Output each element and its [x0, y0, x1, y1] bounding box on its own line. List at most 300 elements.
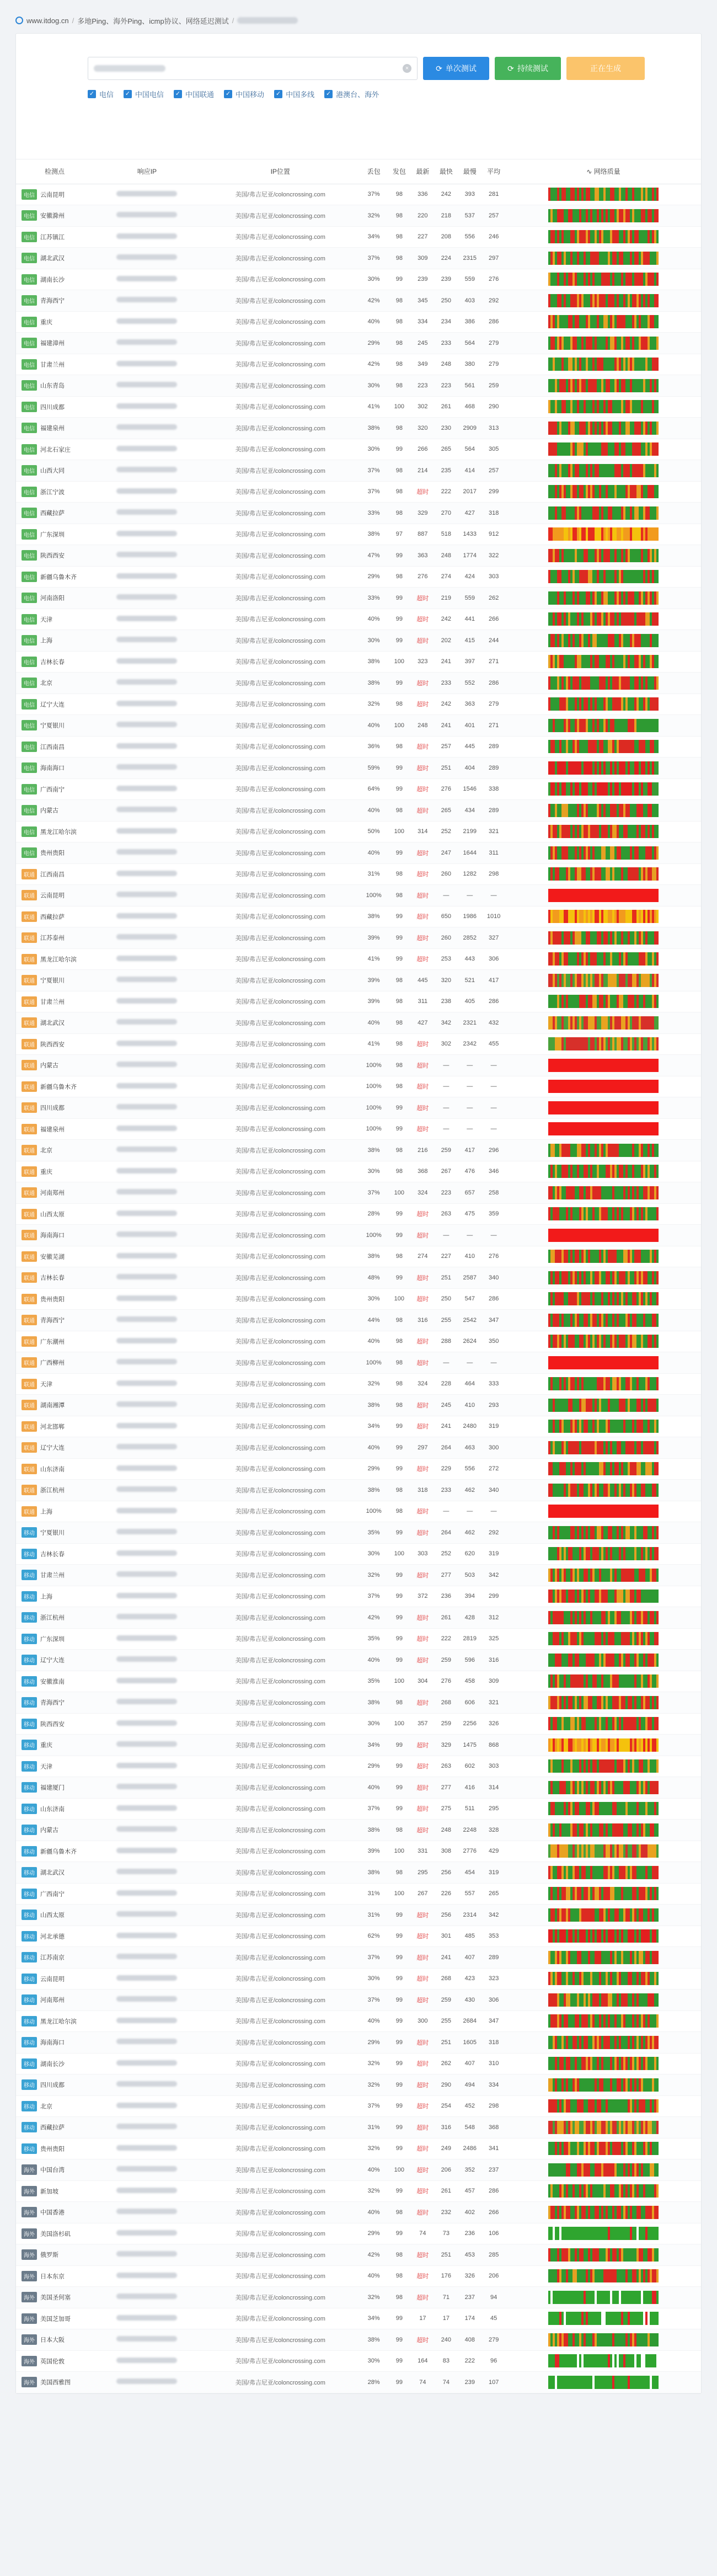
- table-row: [16, 2117, 701, 2138]
- host-input-box[interactable]: [88, 57, 418, 80]
- avg-cell: 417: [488, 977, 499, 984]
- node-cell: [16, 1161, 93, 1182]
- sent-cell: 98: [395, 1062, 403, 1069]
- table-row: [16, 1246, 701, 1267]
- last-cell: 74: [419, 2378, 426, 2386]
- loss-cell: 34%: [367, 1423, 380, 1430]
- avg-cell: 286: [488, 318, 499, 326]
- response-ip-blurred: [116, 1444, 177, 1449]
- response-ip-blurred: [116, 297, 177, 302]
- last-cell: 216: [418, 1146, 428, 1154]
- sent-cell: 99: [395, 1423, 403, 1430]
- avg-cell: 314: [488, 1784, 499, 1791]
- ip-location-cell: 美国/弗吉尼亚/coloncrossing.com: [235, 467, 325, 474]
- ip-location-cell: 美国/弗吉尼亚/coloncrossing.com: [235, 276, 325, 284]
- network-quality-cell: [506, 396, 701, 418]
- single-test-button[interactable]: [423, 57, 489, 80]
- isp-badge: 移动: [22, 2016, 37, 2026]
- node-cell: [16, 778, 93, 800]
- node-name: 西藏拉萨: [40, 2124, 65, 2131]
- ip-location-cell: 美国/弗吉尼亚/coloncrossing.com: [235, 1614, 325, 1622]
- response-ip-cell: [93, 226, 201, 248]
- network-quality-cell: [506, 1692, 701, 1714]
- node-name: 云南昆明: [40, 191, 65, 199]
- table-row: [16, 2180, 701, 2202]
- avg-cell: —: [490, 1104, 497, 1111]
- min-cell: 245: [441, 1401, 452, 1409]
- checkbox-check-icon[interactable]: ✓: [88, 90, 96, 98]
- isp-badge: 联通: [22, 1017, 37, 1028]
- response-ip-cell: [93, 545, 201, 567]
- last-cell: 336: [418, 191, 428, 198]
- ip-location-cell: 美国/弗吉尼亚/coloncrossing.com: [235, 297, 325, 305]
- network-quality-bar: [548, 974, 659, 987]
- ip-location-cell: 美国/弗吉尼亚/coloncrossing.com: [235, 914, 325, 921]
- column-header: 丢包: [360, 159, 388, 184]
- min-cell: 242: [441, 616, 452, 623]
- max-cell: 1546: [463, 786, 477, 793]
- node-name: 宁夏银川: [40, 1529, 65, 1537]
- loss-cell: 29%: [367, 573, 380, 580]
- network-quality-bar: [548, 549, 659, 562]
- last-cell: 超时: [416, 616, 429, 623]
- response-ip-cell: [93, 588, 201, 609]
- max-cell: 404: [464, 764, 475, 771]
- avg-cell: 266: [488, 2209, 499, 2216]
- isp-badge: 联通: [22, 1464, 37, 1474]
- network-quality-bar: [548, 740, 659, 753]
- avg-cell: 289: [488, 807, 499, 814]
- table-row: [16, 1182, 701, 1204]
- sent-cell: 99: [395, 637, 403, 644]
- isp-badge: 电信: [22, 805, 37, 815]
- node-name: 吉林长春: [40, 659, 65, 666]
- node-name: 江苏南京: [40, 1954, 65, 1961]
- response-ip-cell: [93, 1310, 201, 1331]
- loss-cell: 38%: [367, 531, 380, 538]
- column-header: ∿ 网络质量: [506, 159, 701, 184]
- last-cell: 323: [418, 658, 428, 665]
- max-cell: 430: [464, 1996, 475, 2003]
- network-quality-bar: [548, 2312, 659, 2325]
- response-ip-blurred: [116, 1041, 177, 1046]
- sent-cell: 98: [395, 1826, 403, 1833]
- breadcrumb-section[interactable]: 多地Ping、海外Ping、icmp协议、网络延迟测试: [77, 17, 229, 25]
- last-cell: 295: [418, 1869, 428, 1876]
- min-cell: 261: [441, 403, 452, 410]
- sent-cell: 98: [395, 573, 403, 580]
- network-quality-bar: [548, 1335, 659, 1348]
- min-cell: 83: [442, 2358, 450, 2365]
- sent-cell: 98: [395, 1316, 403, 1324]
- min-cell: —: [443, 1062, 450, 1069]
- response-ip-cell: [93, 1331, 201, 1352]
- sent-cell: 99: [395, 1805, 403, 1812]
- response-ip-blurred: [116, 1550, 177, 1556]
- checkbox-check-icon[interactable]: ✓: [224, 90, 232, 98]
- response-ip-cell: [93, 1862, 201, 1884]
- filter-checkbox[interactable]: [88, 89, 114, 99]
- response-ip-cell: [93, 1118, 201, 1140]
- node-cell: [16, 1246, 93, 1267]
- isp-badge: 联通: [22, 1145, 37, 1155]
- last-cell: 超时: [416, 1657, 429, 1664]
- sent-cell: 98: [395, 977, 403, 984]
- isp-badge: 电信: [22, 380, 37, 391]
- response-ip-cell: [93, 2159, 201, 2181]
- min-cell: 252: [441, 828, 452, 835]
- network-quality-bar: [548, 1462, 659, 1475]
- node-cell: [16, 2117, 93, 2138]
- table-row: [16, 1522, 701, 1544]
- loop-icon: ⟳: [507, 63, 514, 73]
- table-row: [16, 2138, 701, 2159]
- node-cell: [16, 460, 93, 482]
- min-cell: 320: [441, 977, 452, 984]
- ip-location-cell: 美国/弗吉尼亚/coloncrossing.com: [235, 2231, 325, 2238]
- network-quality-cell: [506, 1501, 701, 1522]
- max-cell: 606: [464, 1699, 475, 1706]
- min-cell: 224: [441, 254, 452, 262]
- loss-cell: 32%: [367, 1571, 380, 1578]
- loss-cell: 38%: [367, 913, 380, 920]
- continuous-test-label: 持续测试: [517, 64, 548, 73]
- avg-cell: 318: [488, 2039, 499, 2046]
- stop-button[interactable]: [566, 57, 645, 80]
- avg-cell: 279: [488, 361, 499, 368]
- loss-cell: 40%: [367, 1019, 380, 1026]
- min-cell: 256: [441, 1869, 452, 1876]
- max-cell: 620: [464, 1550, 475, 1558]
- avg-cell: 359: [488, 1210, 499, 1218]
- node-name: 北京: [40, 1147, 52, 1154]
- isp-badge: 移动: [22, 1761, 37, 1772]
- ip-location-cell: 美国/弗吉尼亚/coloncrossing.com: [235, 1466, 325, 1473]
- max-cell: 453: [464, 2251, 475, 2258]
- min-cell: 288: [441, 1338, 452, 1345]
- min-cell: 329: [441, 1741, 452, 1748]
- network-quality-cell: [506, 1033, 701, 1055]
- max-cell: 407: [464, 2060, 475, 2067]
- loss-cell: 100%: [366, 1359, 382, 1366]
- avg-cell: 912: [488, 531, 499, 538]
- host-input[interactable]: [165, 64, 403, 73]
- checkbox-check-icon[interactable]: ✓: [324, 90, 333, 98]
- last-cell: 324: [418, 1380, 428, 1388]
- max-cell: 547: [464, 1295, 475, 1303]
- network-quality-cell: [506, 758, 701, 779]
- node-name: 湖北武汉: [40, 1869, 65, 1876]
- breadcrumb-site[interactable]: www.itdog.cn: [26, 16, 69, 25]
- network-quality-bar: [548, 676, 659, 690]
- avg-cell: 244: [488, 637, 499, 644]
- last-cell: 297: [418, 1444, 428, 1451]
- min-cell: 228: [441, 1380, 452, 1388]
- isp-badge: 电信: [22, 359, 37, 370]
- avg-cell: 266: [488, 616, 499, 623]
- min-cell: 248: [441, 552, 452, 559]
- isp-badge: 联通: [22, 1039, 37, 1049]
- isp-badge: 海外: [22, 2271, 37, 2281]
- node-cell: [16, 311, 93, 333]
- response-ip-blurred: [116, 1890, 177, 1896]
- min-cell: 263: [441, 1210, 452, 1218]
- isp-badge: 移动: [22, 1931, 37, 1942]
- column-header: 平均: [481, 159, 505, 184]
- node-cell: [16, 1140, 93, 1161]
- node-cell: [16, 2202, 93, 2223]
- loss-cell: 37%: [367, 488, 380, 495]
- network-quality-cell: [506, 1182, 701, 1204]
- network-quality-bar: [548, 719, 659, 732]
- network-quality-cell: [506, 1267, 701, 1289]
- loss-cell: 31%: [367, 871, 380, 878]
- loss-cell: 38%: [367, 1146, 380, 1154]
- ip-location-cell: 美国/弗吉尼亚/coloncrossing.com: [235, 1699, 325, 1706]
- loss-cell: 30%: [367, 2358, 380, 2365]
- sent-cell: 98: [395, 701, 403, 708]
- loss-cell: 40%: [367, 318, 380, 326]
- network-quality-bar: [548, 1122, 659, 1135]
- network-quality-bar: [548, 1632, 659, 1645]
- last-cell: 318: [418, 1486, 428, 1494]
- clear-icon[interactable]: ×: [403, 64, 411, 73]
- network-quality-bar: [548, 485, 659, 498]
- ip-location-cell: 美国/弗吉尼亚/coloncrossing.com: [235, 382, 325, 390]
- last-cell: 超时: [416, 2124, 429, 2131]
- isp-badge: 海外: [22, 2249, 37, 2260]
- response-ip-blurred: [116, 233, 177, 239]
- max-cell: 402: [464, 2209, 475, 2216]
- sent-cell: 98: [395, 743, 403, 750]
- avg-cell: 297: [488, 254, 499, 262]
- node-name: 内蒙古: [40, 1827, 58, 1834]
- network-quality-cell: [506, 1416, 701, 1437]
- avg-cell: 276: [488, 276, 499, 283]
- network-quality-bar: [548, 2184, 659, 2198]
- network-quality-cell: [506, 673, 701, 694]
- loss-cell: 32%: [367, 2294, 380, 2301]
- table-row: [16, 1416, 701, 1437]
- isp-badge: 电信: [22, 423, 37, 433]
- last-cell: 324: [418, 1189, 428, 1196]
- sent-cell: 98: [395, 318, 403, 326]
- max-cell: 1644: [463, 849, 477, 856]
- max-cell: 2587: [463, 1274, 477, 1281]
- isp-badge: 电信: [22, 529, 37, 540]
- network-quality-cell: [506, 991, 701, 1012]
- last-cell: 超时: [416, 1912, 429, 1919]
- response-ip-blurred: [116, 1189, 177, 1194]
- node-cell: [16, 2265, 93, 2287]
- avg-cell: 94: [490, 2294, 497, 2301]
- stop-label: 正在生成: [590, 64, 621, 73]
- last-cell: 276: [418, 573, 428, 580]
- response-ip-blurred: [116, 956, 177, 961]
- isp-badge: 海外: [22, 2334, 37, 2345]
- filter-checkbox[interactable]: [224, 89, 264, 99]
- node-cell: [16, 2244, 93, 2266]
- max-cell: 462: [464, 1529, 475, 1536]
- isp-badge: 移动: [22, 1676, 37, 1687]
- avg-cell: 107: [488, 2378, 499, 2386]
- max-cell: 559: [464, 594, 475, 601]
- loss-cell: 38%: [367, 1253, 380, 1260]
- node-cell: [16, 1735, 93, 1756]
- table-row: [16, 1118, 701, 1140]
- response-ip-blurred: [116, 1465, 177, 1471]
- min-cell: 241: [441, 1423, 452, 1430]
- table-row: [16, 354, 701, 375]
- table-row: [16, 948, 701, 970]
- response-ip-blurred: [116, 1062, 177, 1067]
- filter-checkbox[interactable]: [174, 89, 214, 99]
- loss-cell: 38%: [367, 424, 380, 431]
- network-quality-cell: [506, 1225, 701, 1246]
- network-quality-cell: [506, 354, 701, 375]
- node-cell: [16, 2010, 93, 2032]
- sent-cell: 99: [395, 552, 403, 559]
- response-ip-cell: [93, 2287, 201, 2308]
- sent-cell: 99: [395, 679, 403, 686]
- column-header: 响应IP: [93, 159, 201, 184]
- response-ip-cell: [93, 2053, 201, 2074]
- ip-location-cell: 美国/弗吉尼亚/coloncrossing.com: [235, 1721, 325, 1728]
- table-row: [16, 1458, 701, 1480]
- min-cell: 302: [441, 1041, 452, 1048]
- response-ip-blurred: [116, 2294, 177, 2299]
- response-ip-cell: [93, 2265, 201, 2287]
- table-row: [16, 290, 701, 312]
- response-ip-blurred: [116, 2273, 177, 2278]
- isp-badge: 电信: [22, 487, 37, 497]
- network-quality-cell: [506, 184, 701, 205]
- loss-cell: 29%: [367, 339, 380, 346]
- isp-badge: 联通: [22, 1209, 37, 1219]
- network-quality-cell: [506, 418, 701, 439]
- last-cell: 超时: [416, 1529, 429, 1537]
- table-row: [16, 184, 701, 205]
- network-quality-bar: [548, 188, 659, 201]
- ip-location-cell: 美国/弗吉尼亚/coloncrossing.com: [235, 1572, 325, 1579]
- response-ip-blurred: [116, 1996, 177, 2002]
- isp-badge: 移动: [22, 2101, 37, 2111]
- node-name: 新加坡: [40, 2188, 58, 2195]
- network-quality-bar: [548, 2163, 659, 2177]
- avg-cell: —: [490, 1359, 497, 1366]
- min-cell: 265: [441, 446, 452, 453]
- table-row: [16, 1692, 701, 1714]
- avg-cell: 326: [488, 1720, 499, 1727]
- node-cell: [16, 863, 93, 885]
- response-ip-cell: [93, 566, 201, 588]
- max-cell: 2315: [463, 254, 477, 262]
- checkbox-check-icon[interactable]: ✓: [274, 90, 282, 98]
- node-name: 北京: [40, 680, 52, 687]
- max-cell: 462: [464, 1486, 475, 1494]
- avg-cell: 328: [488, 1826, 499, 1833]
- node-name: 福建泉州: [40, 425, 65, 432]
- min-cell: 257: [441, 743, 452, 750]
- sent-cell: 98: [395, 1401, 403, 1409]
- last-cell: 超时: [416, 1614, 429, 1622]
- checkbox-check-icon[interactable]: ✓: [124, 90, 132, 98]
- filter-checkbox[interactable]: [124, 89, 164, 99]
- sent-cell: 99: [395, 594, 403, 601]
- max-cell: 2852: [463, 934, 477, 941]
- filter-label: 中国移动: [236, 90, 265, 99]
- sent-cell: 99: [395, 2145, 403, 2152]
- sent-cell: 99: [395, 1635, 403, 1642]
- table-row: [16, 1968, 701, 1990]
- isp-badge: 电信: [22, 274, 37, 285]
- sent-cell: 99: [395, 849, 403, 856]
- response-ip-cell: [93, 1947, 201, 1969]
- min-cell: 518: [441, 531, 452, 538]
- node-cell: [16, 885, 93, 906]
- response-ip-cell: [93, 439, 201, 460]
- sent-cell: 98: [395, 361, 403, 368]
- node-cell: [16, 2138, 93, 2159]
- min-cell: 248: [441, 1826, 452, 1833]
- sent-cell: 99: [395, 1465, 403, 1473]
- last-cell: 超时: [416, 1508, 429, 1516]
- response-ip-blurred: [116, 2060, 177, 2066]
- response-ip-blurred: [116, 1678, 177, 1683]
- response-ip-blurred: [116, 1720, 177, 1726]
- ip-location-cell: 美国/弗吉尼亚/coloncrossing.com: [235, 1784, 325, 1791]
- network-quality-cell: [506, 1203, 701, 1225]
- filter-checkbox[interactable]: [324, 89, 379, 99]
- node-cell: [16, 1798, 93, 1820]
- ip-location-cell: 美国/弗吉尼亚/coloncrossing.com: [235, 2209, 325, 2216]
- filter-checkbox[interactable]: [274, 89, 314, 99]
- node-cell: [16, 609, 93, 630]
- response-ip-cell: [93, 1735, 201, 1756]
- network-quality-bar: [548, 952, 659, 966]
- table-row: [16, 2308, 701, 2329]
- node-cell: [16, 800, 93, 822]
- sent-cell: 98: [395, 382, 403, 389]
- loss-cell: 40%: [367, 807, 380, 814]
- response-ip-cell: [93, 1246, 201, 1267]
- max-cell: 423: [464, 1975, 475, 1982]
- response-ip-cell: [93, 311, 201, 333]
- max-cell: 537: [464, 212, 475, 219]
- isp-badge: 联通: [22, 1187, 37, 1198]
- response-ip-blurred: [116, 2358, 177, 2363]
- node-cell: [16, 1416, 93, 1437]
- isp-badge: 电信: [22, 189, 37, 200]
- checkbox-check-icon[interactable]: ✓: [174, 90, 182, 98]
- max-cell: 596: [464, 1656, 475, 1663]
- table-row: [16, 2095, 701, 2117]
- response-ip-cell: [93, 1225, 201, 1246]
- response-ip-cell: [93, 2202, 201, 2223]
- node-cell: [16, 2329, 93, 2351]
- response-ip-blurred: [116, 2081, 177, 2087]
- response-ip-blurred: [116, 1848, 177, 1853]
- table-row: [16, 460, 701, 482]
- node-cell: [16, 333, 93, 354]
- continuous-test-button[interactable]: [495, 57, 561, 80]
- avg-cell: 319: [488, 1423, 499, 1430]
- network-quality-bar: [548, 846, 659, 860]
- response-ip-blurred: [116, 2378, 177, 2384]
- loss-cell: 31%: [367, 1890, 380, 1897]
- network-quality-cell: [506, 2010, 701, 2032]
- ip-location-cell: 美国/弗吉尼亚/coloncrossing.com: [235, 956, 325, 963]
